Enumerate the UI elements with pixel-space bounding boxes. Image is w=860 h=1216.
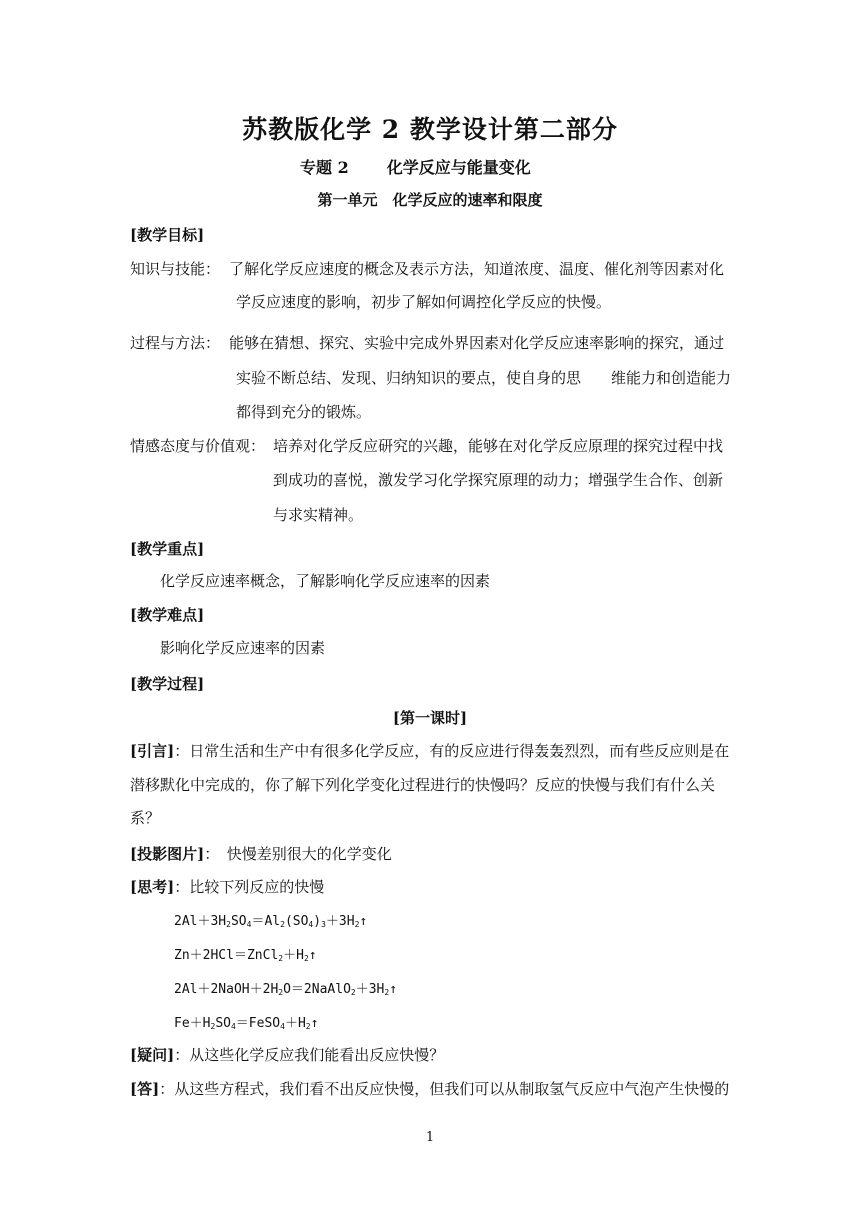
intro-label: [引言] [130, 742, 175, 760]
equation-3: $2Al+2NaOH+2H_2O=2NaAlO_2+3H_2↑$ [174, 982, 398, 997]
difficulty-header: [教学难点] [130, 606, 205, 624]
projection-text: ： 快慢差别很大的化学变化 [204, 845, 392, 863]
emotion-line-2: 到成功的喜悦，激发学习化学探究原理的动力；增强学生合作、创新 [273, 471, 724, 489]
emotion-line-1: 培养对化学反应研究的兴趣，能够在对化学反应原理的探究过程中找 [273, 437, 724, 455]
think-text: ：比较下列反应的快慢 [174, 878, 325, 896]
question-text: ：从这些化学反应我们能看出反应快慢？ [174, 1046, 445, 1064]
answer-line [130, 1079, 729, 1099]
key-points-text: 化学反应速率概念，了解影响化学反应速率的因素 [160, 572, 491, 590]
question-label: [疑问] [130, 1046, 175, 1064]
process-header: [教学过程] [130, 675, 205, 693]
think-label: [思考] [130, 878, 175, 896]
answer-text: ：从这些方程式，我们看不出反应快慢，但我们可以从制取氢气反应中气泡产生快慢的 [159, 1080, 730, 1098]
process-label: 过程与方法： [130, 334, 221, 352]
think-line [130, 877, 324, 897]
intro-text-1: ：日常生活和生产中有很多化学反应，有的反应进行得轰轰烈烈，而有些反应则是在 [174, 742, 730, 760]
emotion-label: 情感态度与价值观： [130, 437, 266, 455]
unit-heading: 第一单元 化学反应的速率和限度 [317, 191, 543, 209]
knowledge-line-2: 学反应速度的影响，初步了解如何调控化学反应的快慢。 [236, 293, 612, 311]
knowledge-line-1: 了解化学反应速度的概念及表示方法，知道浓度、温度、催化剂等因素对化 [229, 260, 725, 278]
intro-line-2: 潜移默化中完成的，你了解下列化学变化过程进行的快慢吗？反应的快慢与我们有什么关 [130, 776, 716, 794]
topic-subtitle [300, 155, 531, 178]
process-line-1: 能够在猜想、探究、实验中完成外界因素对化学反应速率影响的探究，通过 [229, 334, 725, 352]
document-title: 苏教版化学 2 教学设计第二部分 [242, 115, 618, 144]
process-line-3: 都得到充分的锻炼。 [236, 403, 372, 421]
goals-header: [教学目标] [130, 226, 205, 244]
difficulty-text: 影响化学反应速率的因素 [160, 639, 326, 657]
topic-name: 化学反应与能量变化 [386, 158, 531, 177]
projection-line [130, 844, 392, 864]
intro-paragraph-line-1 [130, 741, 729, 761]
intro-line-3: 系？ [130, 809, 161, 827]
key-points-header: [教学重点] [130, 540, 205, 558]
equation-1: $2Al+3H_2SO_4=Al_2(SO_4)_3+3H_2↑$ [174, 914, 368, 929]
page-number: 1 [425, 1130, 435, 1145]
knowledge-label: 知识与技能： [130, 260, 221, 278]
lesson-header: [第一课时] [392, 709, 468, 727]
question-line [130, 1045, 444, 1065]
answer-label: [答] [130, 1080, 160, 1098]
projection-label: [投影图片] [130, 845, 205, 863]
equation-4: $Fe+H_2SO_4=FeSO_4+H_2↑$ [174, 1016, 319, 1031]
equation-2: $Zn+2HCl=ZnCl_2+H_2↑$ [174, 948, 317, 963]
process-line-2: 实验不断总结、发现、归纳知识的要点，使自身的思 维能力和创造能力 [236, 369, 732, 387]
emotion-line-3: 与求实精神。 [273, 506, 364, 524]
topic-number: 专题 2 [300, 158, 349, 177]
